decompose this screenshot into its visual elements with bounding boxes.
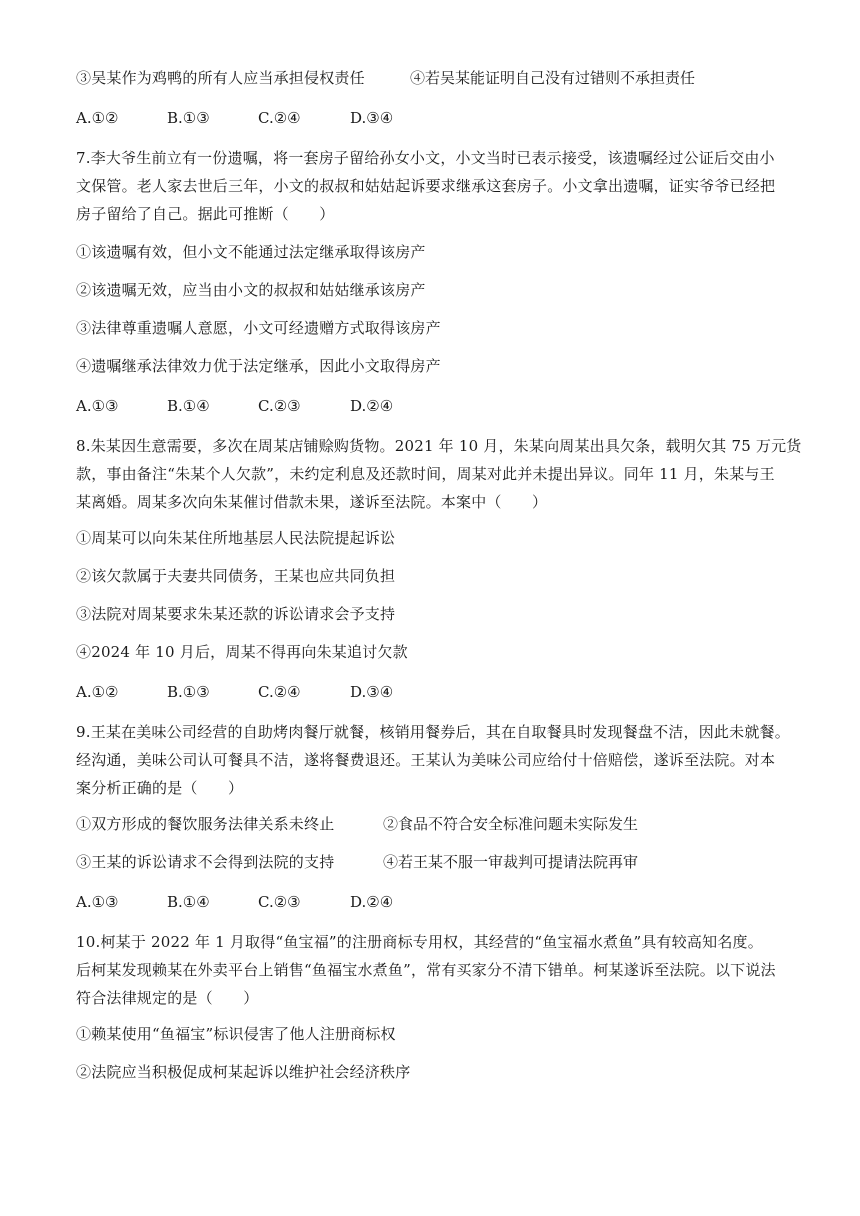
q9-item-3: ③王某的诉讼请求不会得到法院的支持	[76, 853, 335, 871]
q7-stem-line-1: 7.李大爷生前立有一份遗嘱，将一套房子留给孙女小文，小文当时已表示接受，该遗嘱经过公证后交由小	[76, 149, 775, 167]
q7-item-1: ①该遗嘱有效，但小文不能通过法定继承取得该房产	[76, 243, 426, 261]
q8-item-2: ②该欠款属于夫妻共同债务，王某也应共同负担	[76, 567, 396, 585]
q7-option-a[interactable]: A.①③	[76, 397, 119, 415]
q6-option-a[interactable]: A.①②	[76, 109, 119, 127]
q8-item-3: ③法院对周某要求朱某还款的诉讼请求会予支持	[76, 605, 396, 623]
q8-item-4: ④2024 年 10 月后，周某不得再向朱某追讨欠款	[76, 643, 408, 661]
q8-option-d[interactable]: D.③④	[350, 683, 394, 701]
q7-item-4: ④遗嘱继承法律效力优于法定继承，因此小文取得房产	[76, 357, 441, 375]
q10-item-2: ②法院应当积极促成柯某起诉以维护社会经济秩序	[76, 1063, 411, 1081]
q7-stem-line-2: 文保管。老人家去世后三年，小文的叔叔和姑姑起诉要求继承这套房子。小文拿出遗嘱，证实爷爷已经把	[76, 177, 776, 195]
q9-option-c[interactable]: C.②③	[258, 893, 301, 911]
q9-option-a[interactable]: A.①③	[76, 893, 119, 911]
q8-stem-line-2: 款，事由备注“朱某个人欠款”，未约定利息及还款时间，周某对此并未提出异议。同年 11 月，朱某与王	[76, 465, 775, 483]
q8-option-c[interactable]: C.②④	[258, 683, 301, 701]
q8-item-1: ①周某可以向朱某住所地基层人民法院提起诉讼	[76, 529, 396, 547]
q10-stem-line-2: 后柯某发现赖某在外卖平台上销售“鱼福宝水煮鱼”，常有买家分不清下错单。柯某遂诉至法院。以下说法	[76, 961, 776, 979]
q9-stem-line-3: 案分析正确的是（ ）	[76, 779, 244, 797]
q10-stem-line-3: 符合法律规定的是（ ）	[76, 989, 259, 1007]
q8-stem-line-3: 某离婚。周某多次向朱某催讨借款未果，遂诉至法院。本案中（ ）	[76, 493, 548, 511]
q9-stem-line-1: 9.王某在美味公司经营的自助烤肉餐厅就餐，核销用餐券后，其在自取餐具时发现餐盘不洁，因此未就餐。	[76, 723, 790, 741]
q6-option-b[interactable]: B.①③	[167, 109, 210, 127]
q9-option-d[interactable]: D.②④	[350, 893, 394, 911]
q8-stem-line-1: 8.朱某因生意需要，多次在周某店铺赊购货物。2021 年 10 月，朱某向周某出具欠条，载明欠其 75 万元货	[76, 437, 802, 455]
q9-option-b[interactable]: B.①④	[167, 893, 210, 911]
q9-item-2: ②食品不符合安全标准问题未实际发生	[383, 815, 639, 833]
q7-stem-line-3: 房子留给了自己。据此可推断（ ）	[76, 205, 335, 223]
q7-option-b[interactable]: B.①④	[167, 397, 210, 415]
q10-stem-line-1: 10.柯某于 2022 年 1 月取得“鱼宝福”的注册商标专用权，其经营的“鱼宝福水煮鱼”具有较高知名度。	[76, 933, 763, 951]
q6-item-3: ③吴某作为鸡鸭的所有人应当承担侵权责任	[76, 69, 365, 87]
q7-option-d[interactable]: D.②④	[350, 397, 394, 415]
q6-item-4: ④若吴某能证明自己没有过错则不承担责任	[410, 69, 696, 87]
q7-option-c[interactable]: C.②③	[258, 397, 301, 415]
q8-option-b[interactable]: B.①③	[167, 683, 210, 701]
q8-option-a[interactable]: A.①②	[76, 683, 119, 701]
q10-item-1: ①赖某使用“鱼福宝”标识侵害了他人注册商标权	[76, 1025, 396, 1043]
q7-item-2: ②该遗嘱无效，应当由小文的叔叔和姑姑继承该房产	[76, 281, 426, 299]
q6-option-c[interactable]: C.②④	[258, 109, 301, 127]
q7-item-3: ③法律尊重遗嘱人意愿，小文可经遗赠方式取得该房产	[76, 319, 441, 337]
q9-stem-line-2: 经沟通，美味公司认可餐具不洁，遂将餐费退还。王某认为美味公司应给付十倍赔偿，遂诉至法院。对本	[76, 751, 776, 769]
q6-option-d[interactable]: D.③④	[350, 109, 394, 127]
q9-item-4: ④若王某不服一审裁判可提请法院再审	[383, 853, 639, 871]
q9-item-1: ①双方形成的餐饮服务法律关系未终止	[76, 815, 335, 833]
